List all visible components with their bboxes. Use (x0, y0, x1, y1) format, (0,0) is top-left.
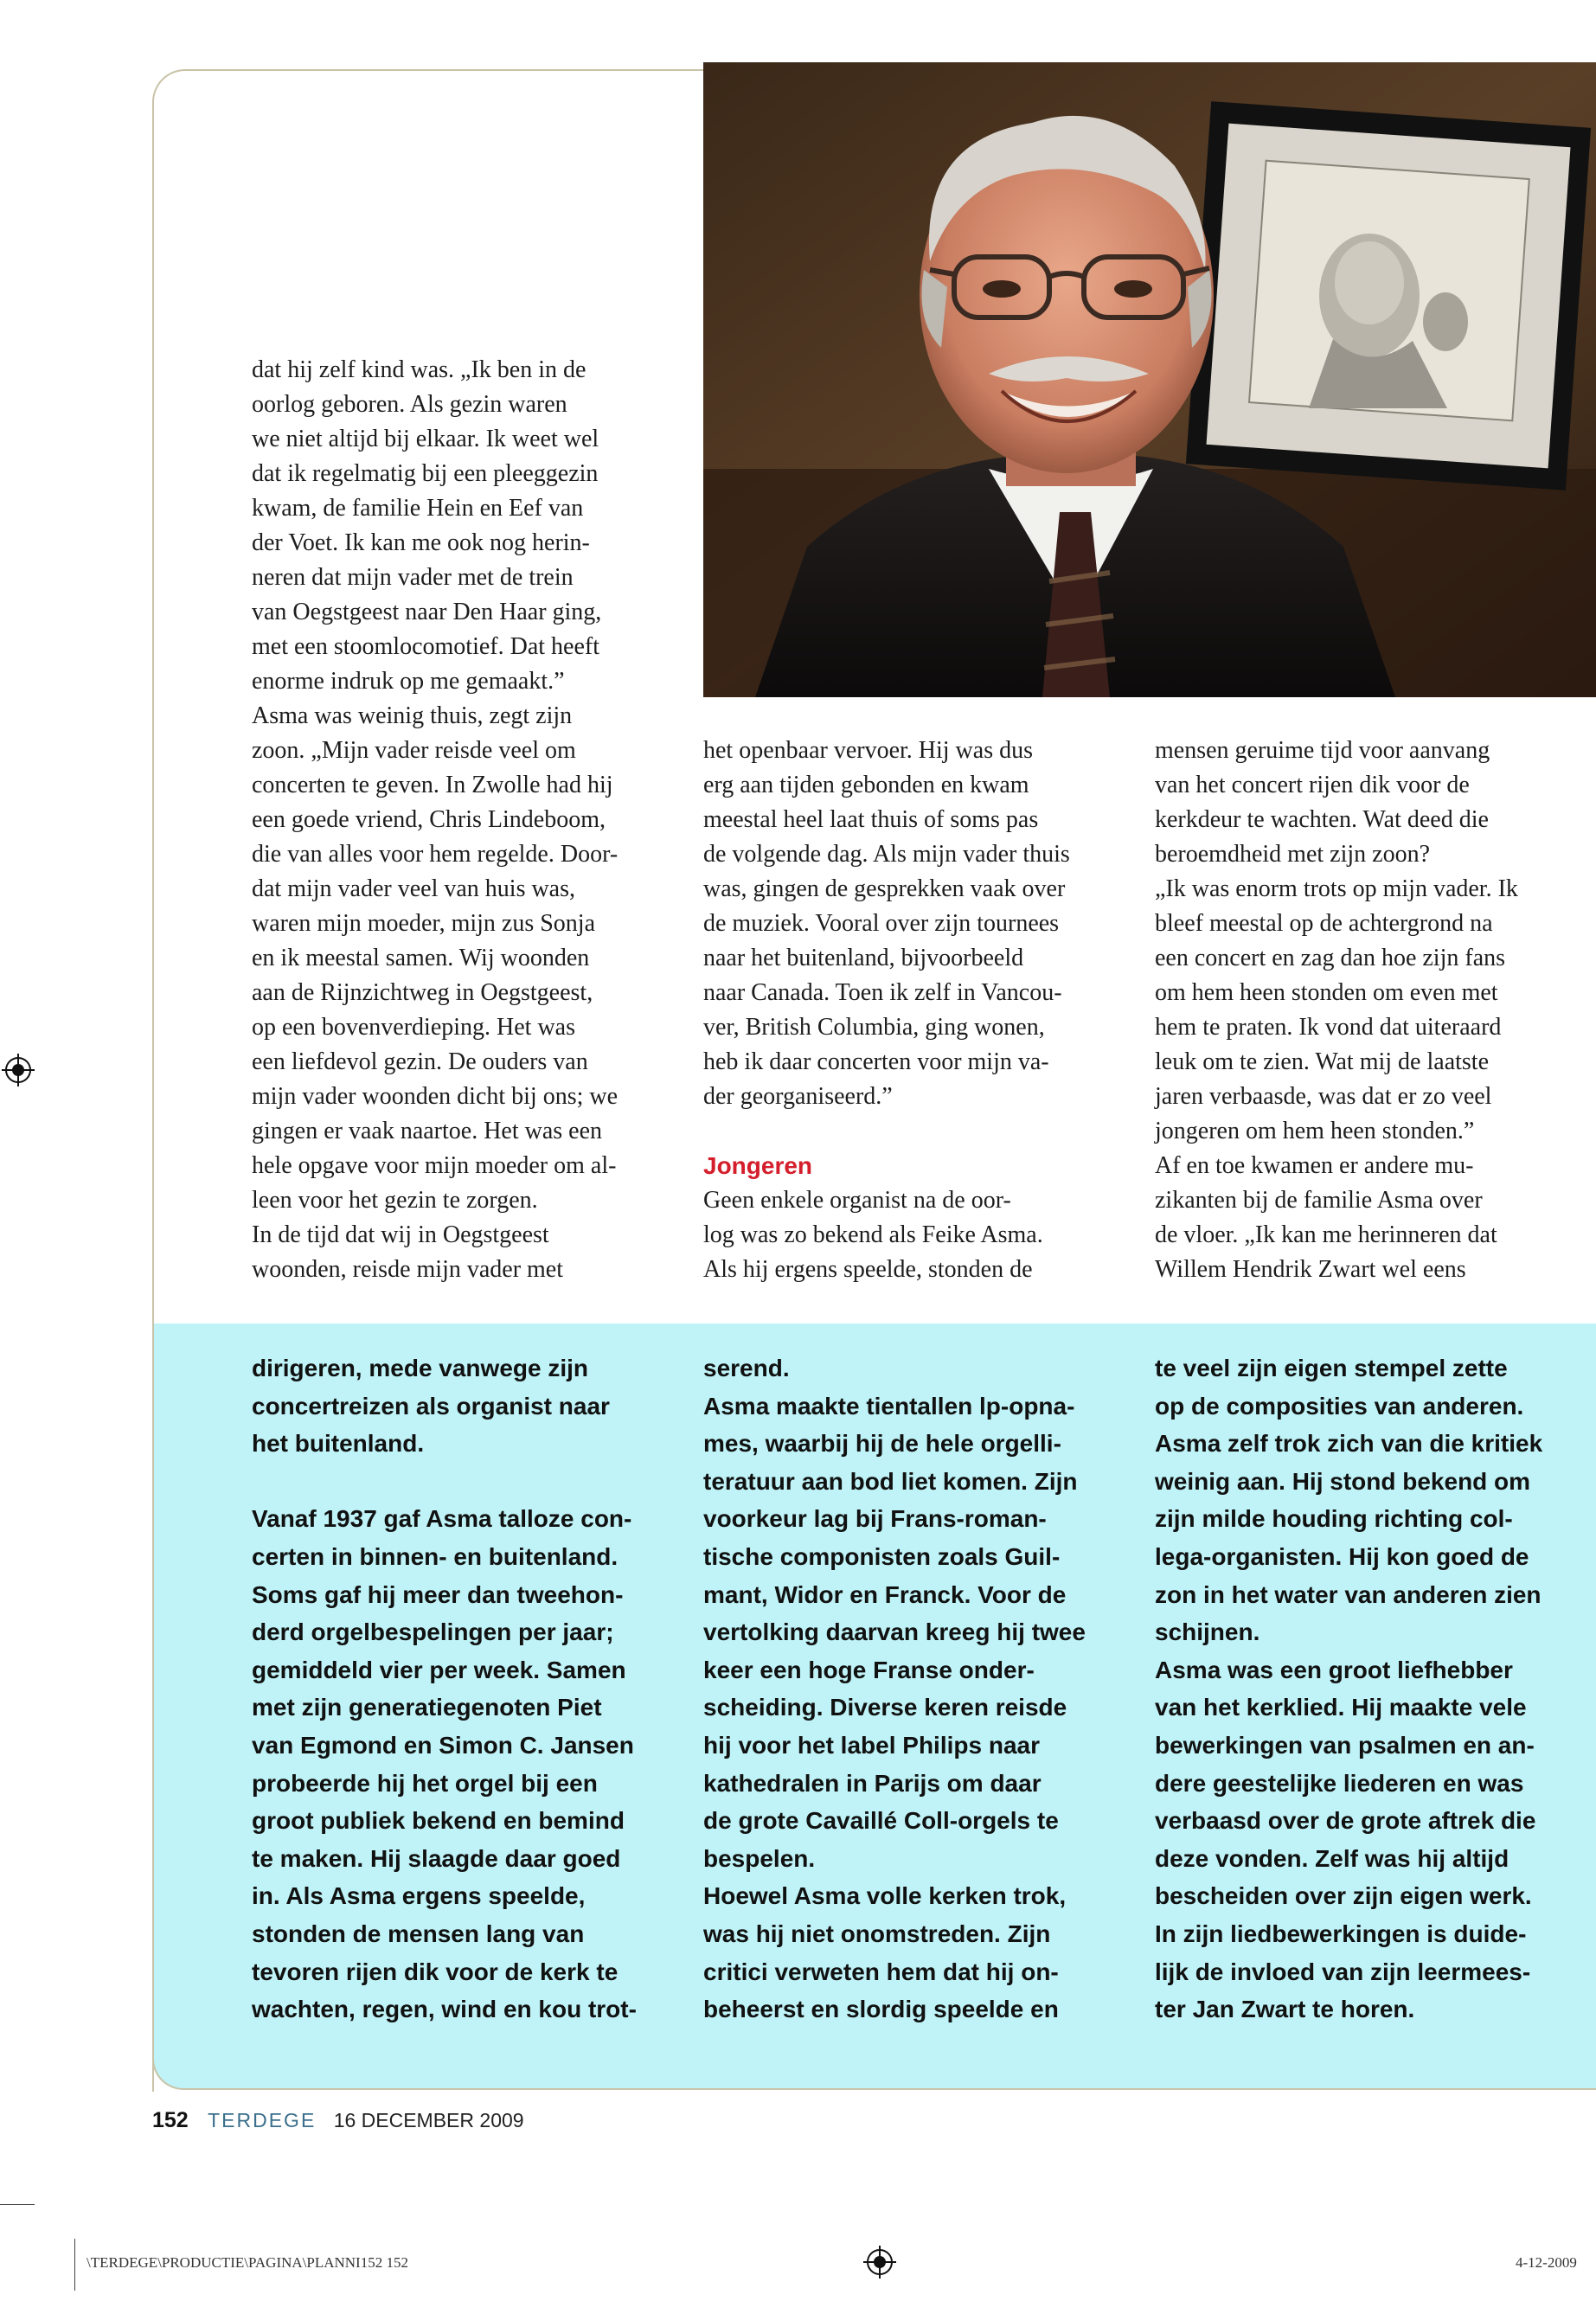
text-line: de grote Cavaillé Coll-orgels te (703, 1807, 1059, 1835)
text-line: met een stoomlocomotief. Dat heeft (252, 633, 599, 660)
text-line: gemiddeld vier per week. Samen (252, 1656, 626, 1683)
framed-drawing (1186, 101, 1591, 490)
text-line: hem te praten. Ik vond dat uiteraard (1155, 1014, 1502, 1041)
text-line: bescheiden over zijn eigen werk. (1155, 1882, 1532, 1910)
text-line: een concert en zag dan hoe zijn fans (1155, 945, 1506, 971)
text-line: dere geestelijke liederen en was (1155, 1769, 1524, 1797)
text-line: teratuur aan bod liet komen. Zijn (703, 1467, 1078, 1495)
text-line: zoon. „Mijn vader reisde veel om (252, 737, 576, 764)
text-line: de vloer. „Ik kan me herinneren dat (1155, 1221, 1497, 1248)
text-line: zikanten bij de familie Asma over (1155, 1187, 1483, 1214)
text-line: neren dat mijn vader met de trein (252, 564, 574, 591)
info-box-column-2 (703, 1349, 1136, 2029)
text-line: die van alles voor hem regelde. Door- (252, 841, 619, 868)
text-line: enorme indruk op me gemaakt.” (252, 668, 565, 695)
text-line: van Oegstgeest naar Den Haar ging, (252, 599, 602, 625)
text-line: In zijn liedbewerkingen is duide- (1155, 1920, 1527, 1947)
text-line: zijn milde houding richting col- (1155, 1505, 1513, 1533)
print-slug-path: \TERDEGE\PRODUCTIE\PAGINA\PLANNI152 152 (87, 2254, 408, 2271)
text-line: lijk de invloed van zijn leermees- (1155, 1958, 1531, 1985)
portrait-photo (703, 62, 1596, 697)
text-line: bewerkingen van psalmen en an- (1155, 1731, 1535, 1759)
text-line: Asma was weinig thuis, zegt zijn (252, 702, 573, 729)
text-line: weinig aan. Hij stond bekend om (1155, 1467, 1531, 1495)
text-line: in. Als Asma ergens speelde, (252, 1882, 586, 1910)
magazine-name: TERDEGE (208, 2109, 317, 2131)
text-line: log was zo bekend als Feike Asma. (703, 1221, 1043, 1248)
text-line: dat ik regelmatig bij een pleeggezin (252, 460, 599, 487)
text-line: ver, British Columbia, ging wonen, (703, 1014, 1045, 1041)
registration-mark-icon (863, 2246, 896, 2279)
text-line: „Ik was enorm trots op mijn vader. Ik (1155, 875, 1518, 902)
text-line: naar Canada. Toen ik zelf in Vancou- (703, 979, 1062, 1006)
text-line: erg aan tijden gebonden en kwam (703, 772, 1029, 798)
text-line: jongeren om hem heen stonden.” (1155, 1118, 1475, 1144)
text-line: Hoewel Asma volle kerken trok, (703, 1882, 1067, 1910)
text-line: woonden, reisde mijn vader met (252, 1256, 564, 1283)
text-line: op de composities van anderen. (1155, 1392, 1524, 1420)
article-column-3 (1155, 734, 1587, 1287)
info-box-column-3 (1155, 1349, 1587, 2029)
text-line: was hij niet onomstreden. Zijn (703, 1920, 1051, 1947)
subheading-jongeren: Jongeren (703, 1152, 813, 1179)
text-line: critici verweten hem dat hij on- (703, 1958, 1059, 1985)
text-line: Als hij ergens speelde, stonden de (703, 1256, 1033, 1283)
registration-mark-icon (2, 1054, 35, 1086)
page-number: 152 (152, 2108, 189, 2132)
text-line: mijn vader woonden dicht bij ons; we (252, 1083, 619, 1110)
text-line: de muziek. Vooral over zijn tournees (703, 910, 1060, 937)
text-line: gingen er vaak naartoe. Het was een (252, 1118, 603, 1144)
text-line: keer een hoge Franse onder- (703, 1656, 1035, 1683)
text-line: verbaasd over de grote aftrek die (1155, 1807, 1536, 1835)
text-line: Asma was een groot liefhebber (1155, 1656, 1513, 1683)
text-line: bleef meestal op de achtergrond na (1155, 910, 1493, 937)
text-line: Willem Hendrik Zwart wel eens (1155, 1256, 1466, 1283)
text-line: te veel zijn eigen stempel zette (1155, 1355, 1508, 1381)
text-line: vertolking daarvan kreeg hij twee (703, 1618, 1086, 1646)
text-line: mes, waarbij hij de hele orgelli- (703, 1430, 1061, 1458)
text-line: naar het buitenland, bijvoorbeeld (703, 945, 1024, 971)
text-line: Asma maakte tientallen lp-opna- (703, 1392, 1075, 1420)
text-line: der georganiseerd.” (703, 1083, 893, 1110)
text-line: dat mijn vader veel van huis was, (252, 875, 576, 902)
text-line: aan de Rijnzichtweg in Oegstgeest, (252, 979, 593, 1006)
text-line: jaren verbaasde, was dat er zo veel (1155, 1083, 1492, 1110)
text-line: met zijn generatiegenoten Piet (252, 1694, 602, 1721)
text-line: lega-organisten. Hij kon goed de (1155, 1542, 1529, 1570)
text-line: oorlog geboren. Als gezin waren (252, 391, 567, 418)
text-line: concerten te geven. In Zwolle had hij (252, 772, 613, 798)
text-line: Asma zelf trok zich van die kritiek (1155, 1430, 1543, 1458)
text-line: hij voor het label Philips naar (703, 1731, 1040, 1759)
text-line: Geen enkele organist na de oor- (703, 1187, 1011, 1214)
text-line: van het kerklied. Hij maakte vele (1155, 1694, 1527, 1721)
text-line: voorkeur lag bij Frans-roman- (703, 1505, 1047, 1533)
text-line: certen in binnen- en buitenland. (252, 1542, 619, 1570)
text-line: beroemdheid met zijn zoon? (1155, 841, 1430, 868)
text-line: deze vonden. Zelf was hij altijd (1155, 1844, 1509, 1872)
text-line: In de tijd dat wij in Oegstgeest (252, 1221, 549, 1248)
text-line: de volgende dag. Als mijn vader thuis (703, 841, 1070, 868)
text-line: groot publiek bekend en bemind (252, 1807, 625, 1835)
text-line: concertreizen als organist naar (252, 1392, 610, 1420)
text-line: derd orgelbespelingen per jaar; (252, 1618, 614, 1646)
info-box-column-1 (252, 1349, 676, 2029)
text-line: meestal heel laat thuis of soms pas (703, 806, 1039, 833)
portrait-illustration (703, 62, 1596, 697)
text-line: van het concert rijen dik voor de (1155, 772, 1470, 798)
crop-mark (74, 2239, 75, 2291)
text-line: hele opgave voor mijn moeder om al- (252, 1152, 617, 1179)
text-line: het openbaar vervoer. Hij was dus (703, 737, 1033, 764)
text-line: om hem heen stonden om even met (1155, 979, 1498, 1006)
text-line: probeerde hij het orgel bij een (252, 1769, 598, 1797)
text-line: ter Jan Zwart te horen. (1155, 1996, 1415, 2023)
print-slug-date: 4-12-2009 (1516, 2254, 1577, 2271)
text-line: der Voet. Ik kan me ook nog herin- (252, 529, 590, 556)
text-line: tevoren rijen dik voor de kerk te (252, 1958, 619, 1985)
text-line: kathedralen in Parijs om daar (703, 1769, 1042, 1797)
text-line: dat hij zelf kind was. „Ik ben in de (252, 356, 586, 383)
text-line: zon in het water van anderen zien (1155, 1580, 1542, 1608)
text-line: stonden de mensen lang van (252, 1920, 585, 1947)
text-line: beheerst en slordig speelde en (703, 1996, 1059, 2023)
text-line: kerkdeur te wachten. Wat deed die (1155, 806, 1489, 833)
text-line: serend. (703, 1355, 790, 1381)
text-line: Soms gaf hij meer dan tweehon- (252, 1580, 624, 1608)
article-column-2 (703, 734, 1118, 1287)
text-line: een liefdevol gezin. De ouders van (252, 1048, 588, 1075)
text-line: van Egmond en Simon C. Jansen (252, 1731, 634, 1759)
text-line: mensen geruime tijd voor aanvang (1155, 737, 1490, 764)
text-line: mant, Widor en Franck. Voor de (703, 1580, 1067, 1608)
text-line: was, gingen de gesprekken vaak over (703, 875, 1066, 902)
crop-mark (0, 2204, 35, 2205)
text-line: wachten, regen, wind en kou trot- (252, 1996, 637, 2023)
page-folio (152, 2108, 524, 2133)
text-line: het buitenland. (252, 1430, 425, 1458)
text-line: waren mijn moeder, mijn zus Sonja (252, 910, 596, 937)
text-line: scheiding. Diverse keren reisde (703, 1694, 1067, 1721)
text-line: en ik meestal samen. Wij woonden (252, 945, 590, 971)
paragraph-gap (252, 1463, 676, 1501)
text-line: heb ik daar concerten voor mijn va- (703, 1048, 1049, 1075)
text-line: Af en toe kwamen er andere mu- (1155, 1152, 1474, 1179)
text-line: Vanaf 1937 gaf Asma talloze con- (252, 1505, 632, 1533)
text-line: leen voor het gezin te zorgen. (252, 1187, 538, 1214)
text-line: te maken. Hij slaagde daar goed (252, 1844, 621, 1872)
text-line: op een bovenverdieping. Het was (252, 1014, 575, 1041)
issue-date: 16 DECEMBER 2009 (333, 2109, 524, 2131)
text-line: we niet altijd bij elkaar. Ik weet wel (252, 426, 599, 452)
text-line: schijnen. (1155, 1618, 1260, 1646)
article-column-1 (252, 353, 671, 1287)
text-line: leuk om te zien. Wat mij de laatste (1155, 1048, 1489, 1075)
text-line: tische componisten zoals Guil- (703, 1542, 1061, 1570)
text-line: kwam, de familie Hein en Eef van (252, 495, 584, 522)
text-line: bespelen. (703, 1844, 816, 1872)
text-line: een goede vriend, Chris Lindeboom, (252, 806, 606, 833)
text-line: dirigeren, mede vanwege zijn (252, 1355, 589, 1381)
